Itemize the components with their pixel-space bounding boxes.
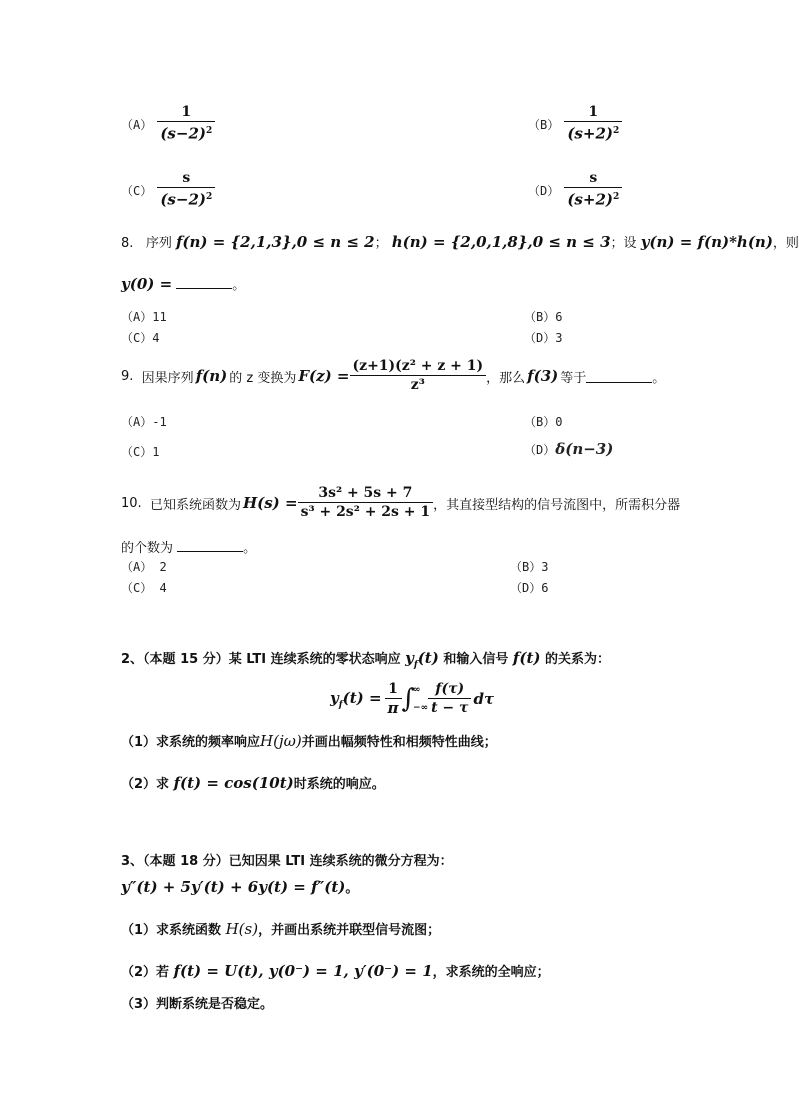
q8-option-d: （D）3 (524, 331, 563, 345)
q8-option-b: （B）6 (524, 310, 563, 324)
q8-stem: 8. 序列 f(n) = {2,1,3},0 ≤ n ≤ 2； h(n) = {2,0,1,8},0 ≤ n ≤ 3；设 y(n) = f(n)*h(n)，则 (121, 233, 799, 251)
q10-answer-line: 的个数为 。 (121, 541, 257, 556)
option-label: （C） (121, 183, 153, 198)
option-fraction: $\frac{s}{(s-2)^2}$ (157, 170, 215, 211)
q10-option-c: （C） 4 (121, 581, 167, 595)
q8-option-a: （A）11 (121, 310, 167, 324)
q8-answer-line: y(0) = 。 (121, 275, 246, 293)
q7-option-c (121, 170, 215, 211)
option-label: （B） (528, 117, 560, 132)
q10-option-d: （D）6 (510, 581, 549, 595)
q9-option-d: （D）δ(n−3) (524, 440, 614, 458)
q9-option-b: （B）0 (524, 415, 563, 429)
z-transform-fraction: $\frac{\text{(z+1)(z² + z + 1)}}{\text{z³}}$ (350, 358, 487, 395)
option-label: （D） (528, 183, 560, 198)
problem-3-part-1: （1）求系统函数 H(s)，并画出系统并联型信号流图； (121, 920, 441, 938)
q8-option-c: （C）4 (121, 331, 160, 345)
constant-fraction: $\frac{1}{\pi}$ (385, 681, 402, 718)
integral-sign: ∫ ∞ −∞ (401, 684, 429, 714)
system-function-fraction: $\frac{\text{3s² + 5s + 7}}{\text{s³ + 2s² + 2s + 1}}$ (298, 485, 434, 522)
q10-option-a: （A） 2 (121, 560, 167, 574)
problem-3-part-2: （2）若 f(t) = U(t), y(0⁻) = 1, y′(0⁻) = 1，求系统的全响应； (121, 962, 550, 980)
option-fraction: $\frac{s}{(s+2)^2}$ (564, 170, 622, 211)
answer-blank[interactable] (177, 539, 243, 552)
problem-2-heading: 2、（本题 15 分）某 LTI 连续系统的零状态响应 $y_f(t)$ 和输入信号 f(t) 的关系为： (121, 649, 611, 670)
problem-3-part-3: （3）判断系统是否稳定。 (121, 997, 274, 1012)
q9-stem: 9. 因果序列 f(n) 的 z 变换为 F(z) = $\frac{\text{(z+1)(z² + z + 1)}}{\text{z³}}$ ，那么 f(3) 等于 。 (121, 357, 666, 393)
q7-option-d (528, 170, 622, 211)
q7-option-a (121, 104, 215, 145)
answer-blank[interactable] (176, 276, 232, 289)
q7-option-b (528, 104, 622, 145)
option-fraction: $\frac{1}{(s-2)^2}$ (157, 104, 215, 145)
problem-2-equation: $y_f(t)$ = $\frac{1}{\pi}$ ∫ ∞ −∞ $\frac{f(\tau)}{t - \tau}$ dτ (330, 680, 495, 717)
option-label: （A） (121, 117, 153, 132)
q10-option-b: （B）3 (510, 560, 549, 574)
problem-2-part-2: （2）求 f(t) = cos(10t)时系统的响应。 (121, 774, 385, 792)
problem-3-equation: y″(t) + 5y′(t) + 6y(t) = f″(t)。 (121, 878, 359, 896)
integrand-fraction: $\frac{f(\tau)}{t - \tau}$ (428, 681, 471, 718)
problem-3-heading: 3、（本题 18 分）已知因果 LTI 连续系统的微分方程为： (121, 854, 453, 869)
q10-stem: 10. 已知系统函数为 H(s) = $\frac{\text{3s² + 5s + 7}}{\text{s³ + 2s² + 2s + 1}}$ ，其直接型结构的信号流图中，所需积分器 (121, 484, 681, 520)
problem-2-part-1: （1）求系统的频率响应H(jω)并画出幅频特性和相频特性曲线； (121, 732, 497, 750)
q9-option-c: （C）1 (121, 445, 160, 459)
q9-option-a: （A）-1 (121, 415, 167, 429)
option-fraction: $\frac{1}{(s+2)^2}$ (564, 104, 622, 145)
answer-blank[interactable] (586, 370, 652, 383)
